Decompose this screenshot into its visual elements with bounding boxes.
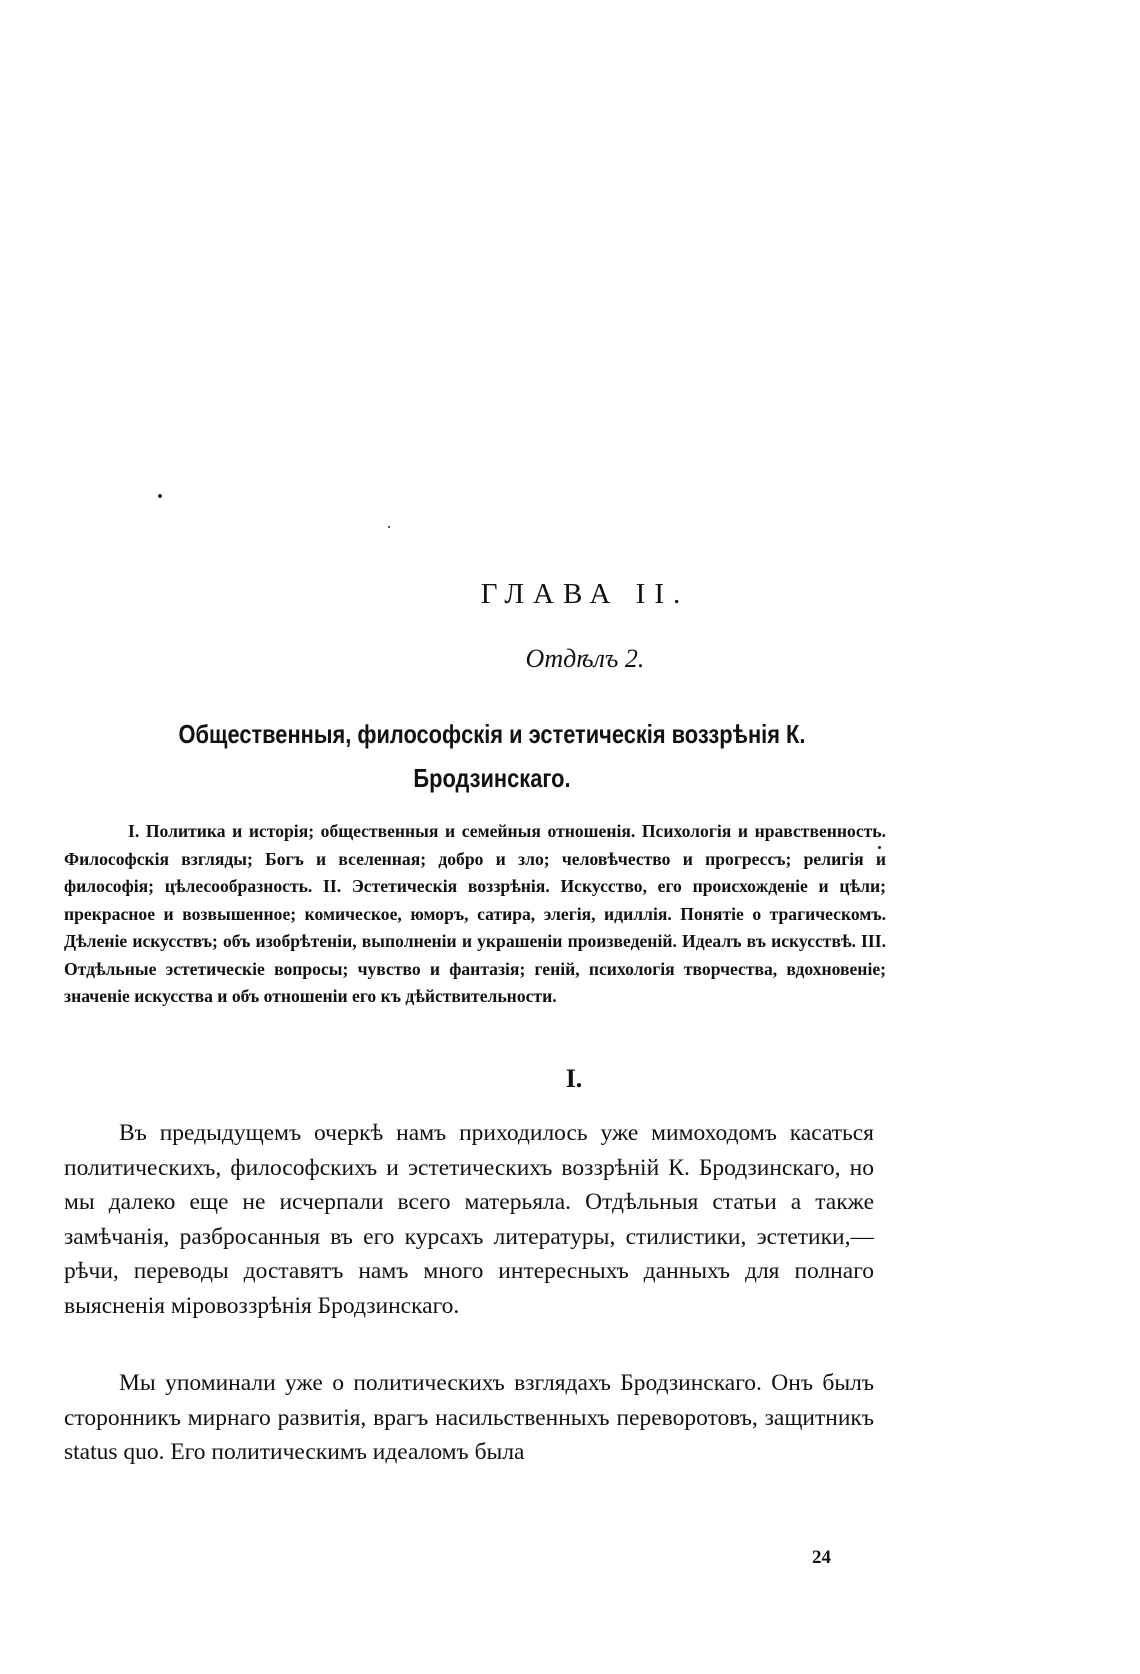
scan-speck [158, 494, 162, 498]
scan-speck [388, 526, 390, 528]
page-number: 24 [812, 1547, 831, 1568]
chapter-title: ГЛАВА II. [480, 578, 690, 610]
section-subtitle: Отдѣлъ 2. [525, 644, 645, 673]
body-paragraph: Мы упоминали уже о политическихъ взглядахъ Бродзинскаго. Онъ былъ сторонникъ мирнаго развитія, врагъ насильственныхъ переворотовъ, защитникъ status quo. Его политическимъ идеаломъ была [64, 1370, 874, 1465]
section-heading: Общественныя, философскія и эстетическія воззрѣнія К. Бродзинскаго. [178, 719, 806, 793]
body-paragraph: Въ предыдущемъ очеркѣ намъ приходилось уже мимоходомъ касаться политическихъ, философскихъ и эстетическихъ воззрѣній К. Бродзинскаго, но мы далеко еще не исчерпали всего матерьяла. Отдѣльныя статьи а также замѣчанія, разбросанныя въ его курсахъ литературы, стилистики, эстетики,—рѣчи, переводы доставятъ намъ много интересныхъ данныхъ для полнаго выясненія міровоззрѣнія Бродзинскаго. [64, 1120, 874, 1319]
chapter-summary: I. Политика и исторія; общественныя и семейныя отношенія. Психологія и нравственность. Философскія взгляды; Богъ и вселенная; добро и зло; человѣчество и прогрессъ; религія и философія; цѣлесообразность. II. Эстетическія воззрѣнія. Искусство, его происхожденіе и цѣли; прекрасное и возвышенное; комическое, юморъ, сатира, элегія, идиллія. Понятіе о трагическомъ. Дѣленіе искусствъ; объ изобрѣтеніи, выполненіи и украшеніи произведеній. Идеалъ въ искусствѣ. III. Отдѣльные эстетическіе вопросы; чувство и фантазія; геній, психологія творчества, вдохновеніе; значеніе искусства и объ отношеніи его къ дѣйствительности. [64, 821, 886, 1006]
part-number: I. [565, 1064, 583, 1093]
